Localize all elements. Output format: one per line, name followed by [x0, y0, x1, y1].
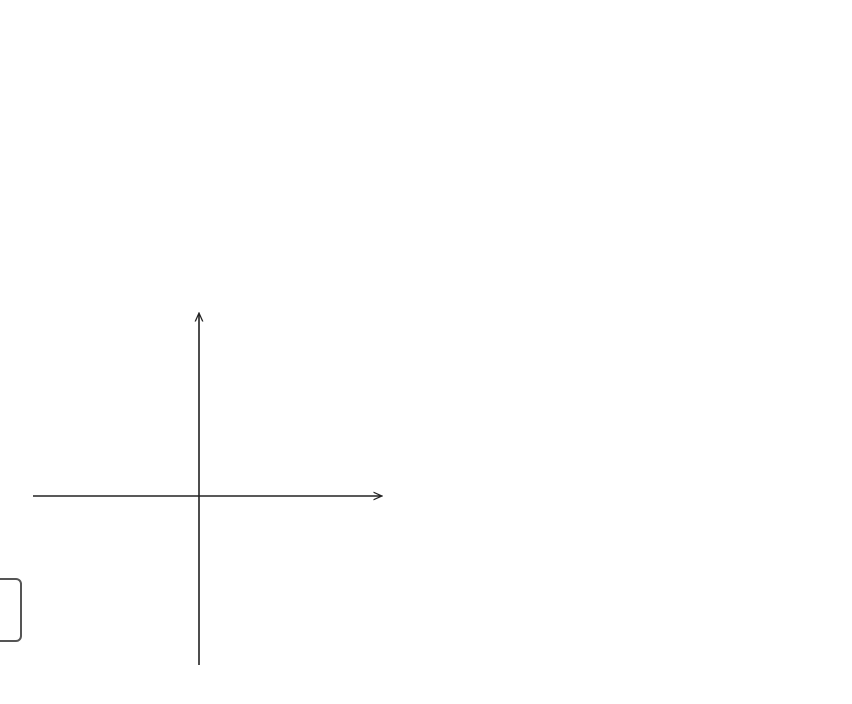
- direction-field-axes: [0, 280, 420, 680]
- side-tab[interactable]: [0, 578, 22, 642]
